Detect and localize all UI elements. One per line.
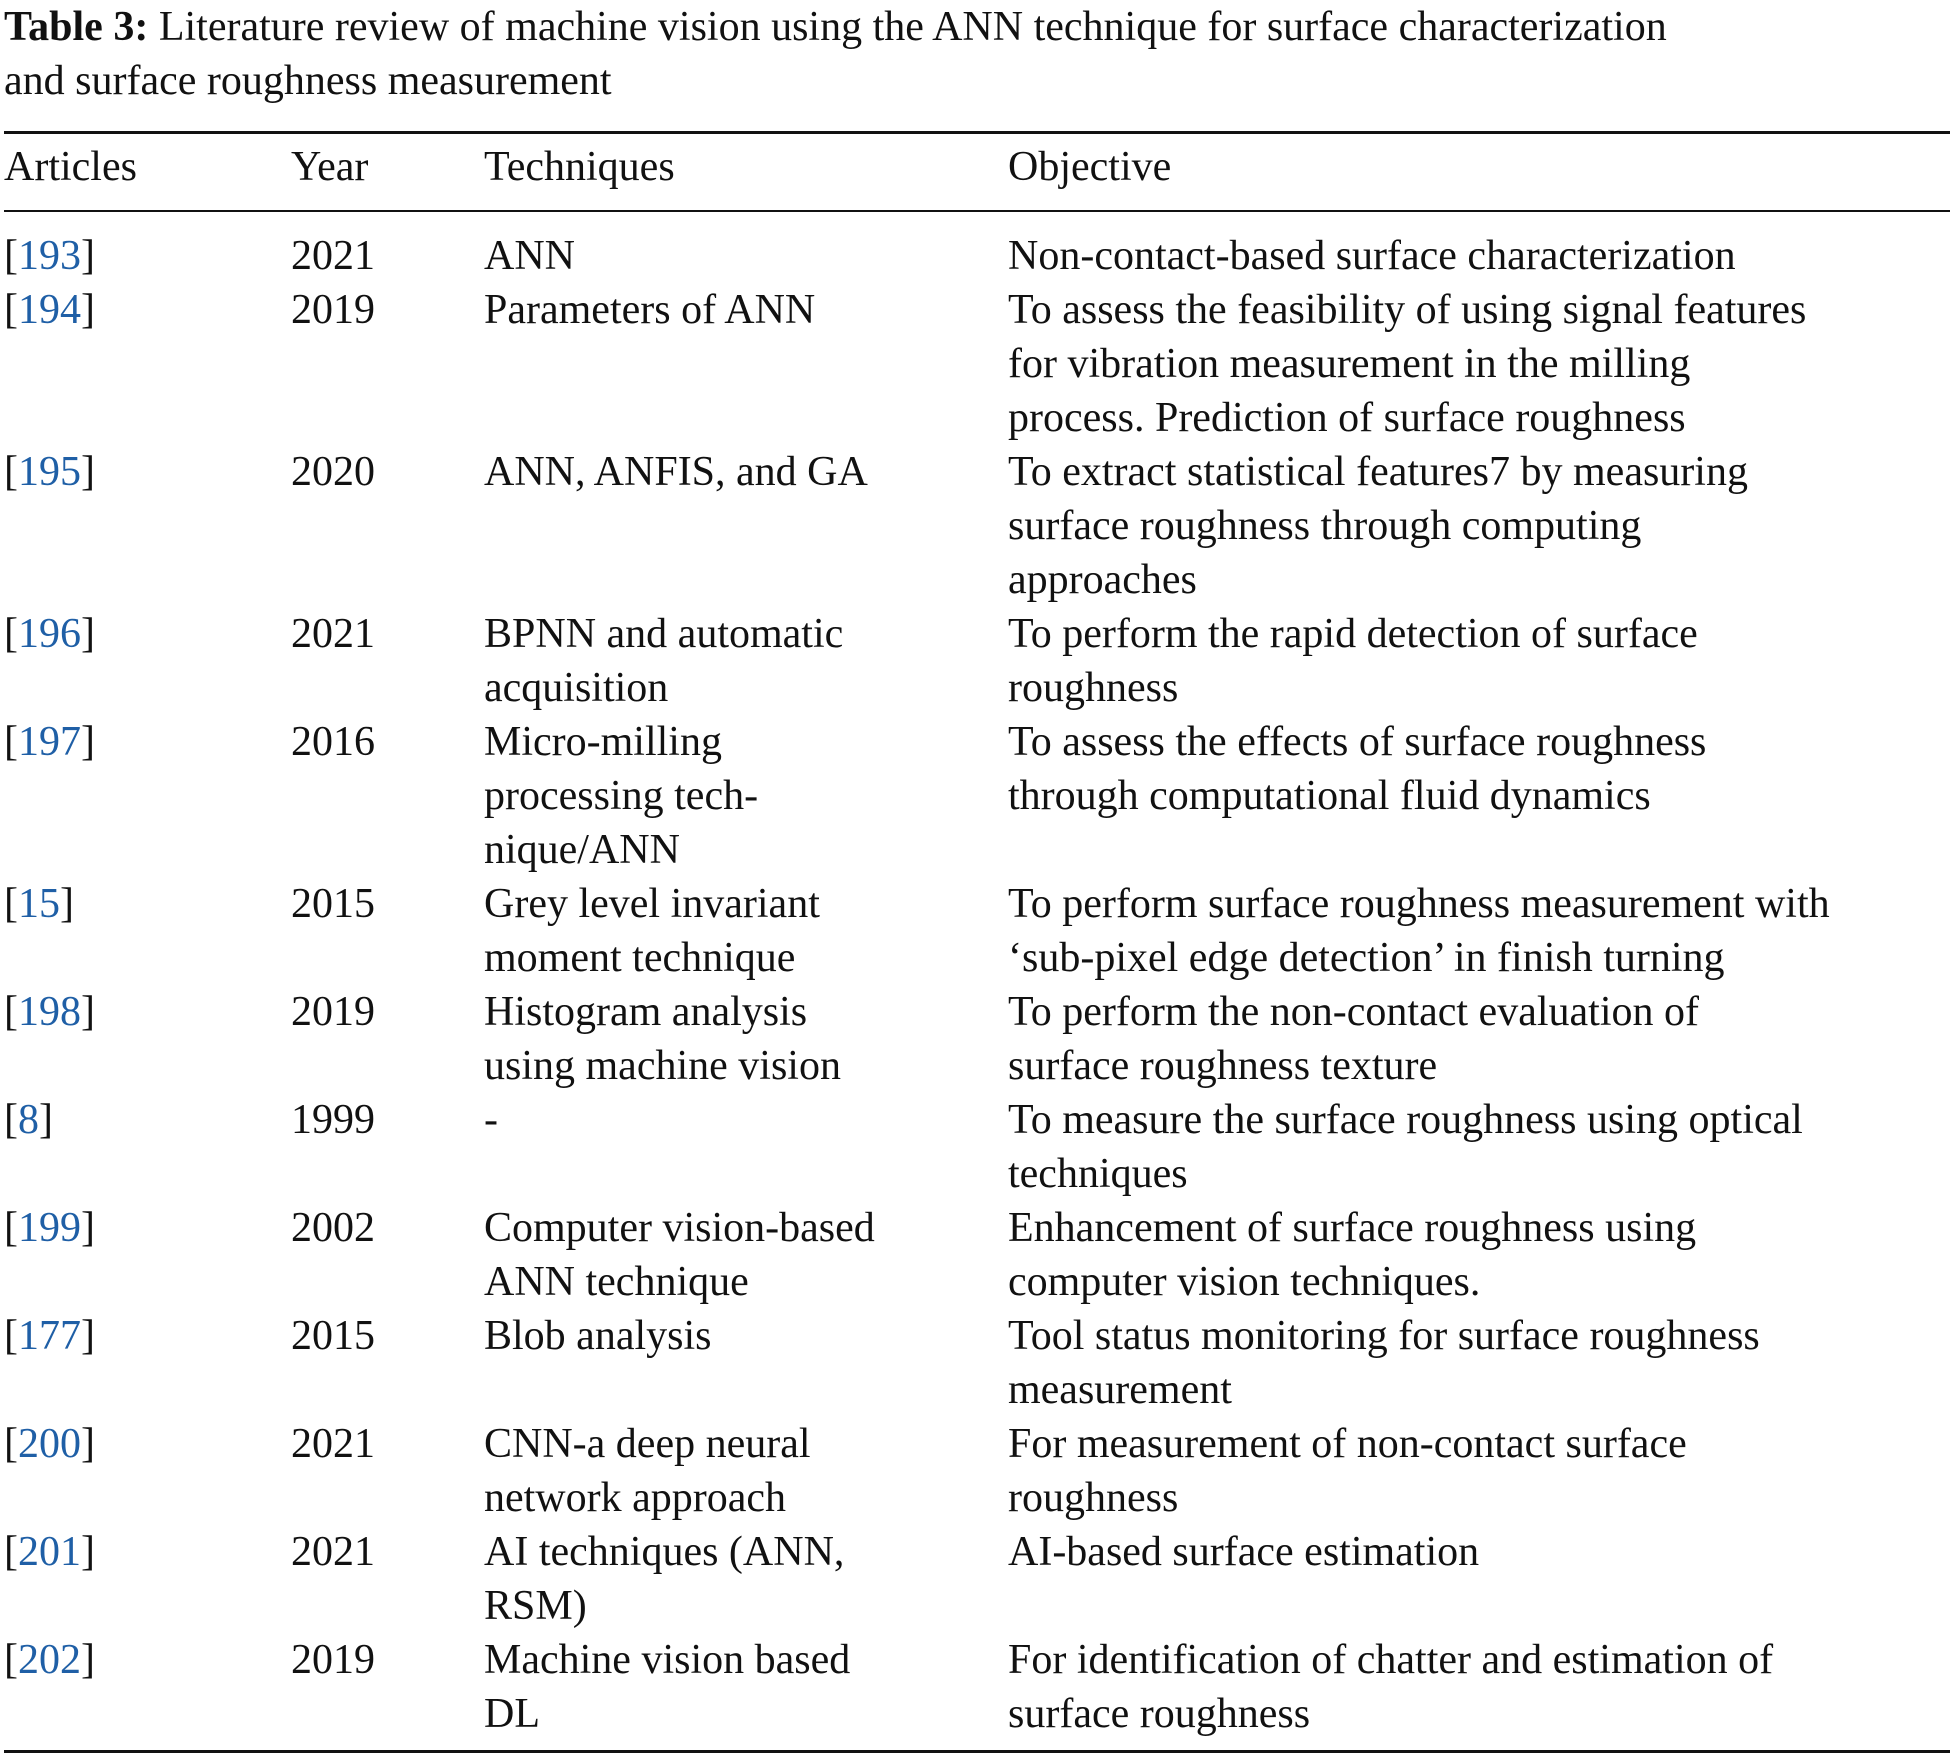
header-year: Year: [291, 144, 369, 190]
cell-technique: ANN: [484, 233, 575, 279]
cell-article: [198]: [4, 989, 95, 1035]
cell-year: 2021: [291, 611, 375, 657]
cell-objective: For identification of chatter and estimation of surface roughness: [1008, 1637, 1774, 1737]
table-row: [4, 445, 1950, 607]
cell-article: [15]: [4, 881, 74, 927]
table-row: [4, 1633, 1950, 1741]
cell-article: [177]: [4, 1313, 95, 1359]
cell-article: [193]: [4, 233, 95, 279]
cell-objective: To perform the non-contact evaluation of surface roughness texture: [1008, 989, 1699, 1089]
cell-year: 2002: [291, 1205, 375, 1251]
cell-technique: -: [484, 1097, 498, 1143]
cell-objective: To perform the rapid detection of surface roughness: [1008, 611, 1698, 711]
cell-objective: Tool status monitoring for surface roughness measurement: [1008, 1313, 1760, 1413]
reference-link[interactable]: 8: [18, 1097, 39, 1143]
cell-technique: AI techniques (ANN, RSM): [484, 1529, 845, 1629]
cell-article: [196]: [4, 611, 95, 657]
table-body: [4, 229, 1950, 1741]
reference-link[interactable]: 197: [18, 719, 81, 765]
cell-article: [194]: [4, 287, 95, 333]
cell-technique: Histogram analysis using machine vision: [484, 989, 841, 1089]
cell-year: 2019: [291, 1637, 375, 1683]
cell-year: 2021: [291, 233, 375, 279]
table-row: [4, 715, 1950, 877]
reference-link[interactable]: 193: [18, 233, 81, 279]
header-articles: Articles: [4, 144, 137, 190]
cell-year: 2021: [291, 1529, 375, 1575]
table-row: [4, 229, 1950, 283]
table-row: [4, 1309, 1950, 1417]
cell-objective: To perform surface roughness measurement with ‘sub-pixel edge detection’ in finish turning: [1008, 881, 1830, 981]
cell-article: [202]: [4, 1637, 95, 1683]
caption-text: Literature review of machine vision using the ANN technique for surface characterization and surface roughness measurement: [4, 4, 1667, 104]
cell-objective: To assess the feasibility of using signal features for vibration measurement in the milling process. Prediction of surface roughness: [1008, 287, 1807, 441]
cell-article: [8]: [4, 1097, 53, 1143]
table-header-rule: [4, 210, 1950, 212]
caption-label: Table 3:: [4, 4, 149, 50]
cell-objective: To assess the effects of surface roughness through computational fluid dynamics: [1008, 719, 1707, 819]
reference-link[interactable]: 201: [18, 1529, 81, 1575]
cell-objective: To measure the surface roughness using optical techniques: [1008, 1097, 1803, 1197]
reference-link[interactable]: 198: [18, 989, 81, 1035]
cell-technique: Blob analysis: [484, 1313, 712, 1359]
table-top-rule: [4, 131, 1950, 134]
cell-objective: Non-contact-based surface characterization: [1008, 233, 1736, 279]
cell-year: 2020: [291, 449, 375, 495]
cell-technique: Parameters of ANN: [484, 287, 816, 333]
reference-link[interactable]: 194: [18, 287, 81, 333]
cell-year: 2019: [291, 989, 375, 1035]
table-figure: [4, 0, 1950, 1737]
table-bottom-rule: [4, 1750, 1950, 1753]
table-row: [4, 985, 1950, 1093]
table-row: [4, 283, 1950, 445]
reference-link[interactable]: 200: [18, 1421, 81, 1467]
cell-technique: Grey level invariant moment technique: [484, 881, 820, 981]
cell-year: 2019: [291, 287, 375, 333]
cell-technique: Computer vision-based ANN technique: [484, 1205, 875, 1305]
reference-link[interactable]: 15: [18, 881, 60, 927]
table-row: [4, 1093, 1950, 1201]
cell-year: 2015: [291, 1313, 375, 1359]
cell-article: [195]: [4, 449, 95, 495]
cell-article: [199]: [4, 1205, 95, 1251]
table-row: [4, 877, 1950, 985]
cell-objective: AI-based surface estimation: [1008, 1529, 1480, 1575]
reference-link[interactable]: 202: [18, 1637, 81, 1683]
cell-technique: BPNN and automatic acquisition: [484, 611, 844, 711]
cell-technique: Machine vision based DL: [484, 1637, 851, 1737]
cell-technique: Micro-milling processing tech- nique/ANN: [484, 719, 759, 873]
cell-article: [200]: [4, 1421, 95, 1467]
reference-link[interactable]: 177: [18, 1313, 81, 1359]
cell-article: [201]: [4, 1529, 95, 1575]
cell-year: 2021: [291, 1421, 375, 1467]
cell-objective: Enhancement of surface roughness using computer vision techniques.: [1008, 1205, 1697, 1305]
reference-link[interactable]: 199: [18, 1205, 81, 1251]
reference-link[interactable]: 196: [18, 611, 81, 657]
table-row: [4, 607, 1950, 715]
cell-objective: To extract statistical features7 by measuring surface roughness through computing approaches: [1008, 449, 1748, 603]
cell-year: 2015: [291, 881, 375, 927]
cell-technique: ANN, ANFIS, and GA: [484, 449, 868, 495]
table-caption: [4, 0, 1950, 108]
cell-objective: For measurement of non-contact surface roughness: [1008, 1421, 1687, 1521]
reference-link[interactable]: 195: [18, 449, 81, 495]
table-row: [4, 1201, 1950, 1309]
cell-technique: CNN-a deep neural network approach: [484, 1421, 811, 1521]
table-row: [4, 1417, 1950, 1525]
header-techniques: Techniques: [484, 144, 675, 190]
cell-year: 1999: [291, 1097, 375, 1143]
cell-article: [197]: [4, 719, 95, 765]
cell-year: 2016: [291, 719, 375, 765]
table-row: [4, 1525, 1950, 1633]
header-objective: Objective: [1008, 144, 1172, 190]
